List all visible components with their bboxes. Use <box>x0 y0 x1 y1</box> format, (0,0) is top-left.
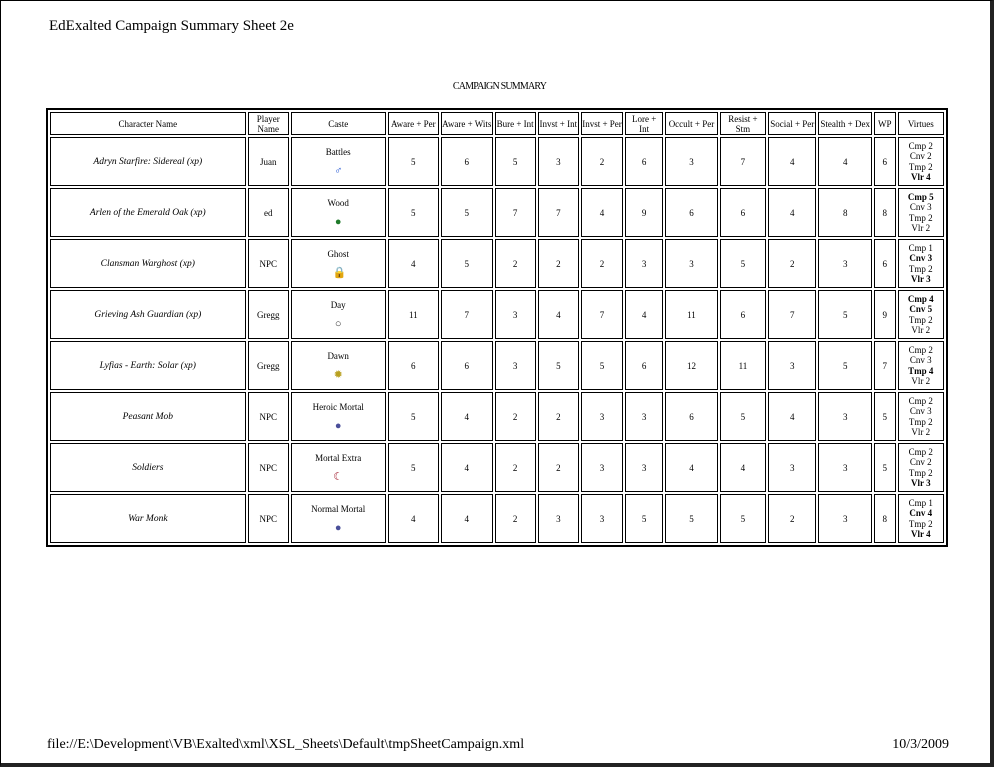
stat-value: 5 <box>538 341 579 390</box>
stat-value: 3 <box>768 341 816 390</box>
character-name: Soldiers <box>50 443 246 492</box>
stat-value: 5 <box>388 188 439 237</box>
stat-value: 6 <box>441 137 492 186</box>
virtue-value: Cmp 2 <box>908 446 933 457</box>
stat-value: 3 <box>538 494 579 543</box>
stat-value: 3 <box>818 392 872 441</box>
stat-value: 4 <box>581 188 623 237</box>
stat-value: 4 <box>720 443 766 492</box>
stat-value: 4 <box>441 443 492 492</box>
virtue-value: Vlr 3 <box>911 274 931 284</box>
virtue-value: Tmp 4 <box>908 365 934 376</box>
blue-orb-icon: ● <box>334 419 342 432</box>
virtue-value: Cnv 3 <box>909 406 932 416</box>
willpower-value: 8 <box>874 188 896 237</box>
sun-icon: ✹ <box>333 368 343 381</box>
virtues-cell <box>898 290 944 339</box>
crescent-moon-icon: ☾ <box>333 470 344 483</box>
stat-value: 3 <box>581 443 623 492</box>
stat-value: 5 <box>388 137 439 186</box>
stat-value: 3 <box>495 290 536 339</box>
stat-value: 6 <box>625 137 663 186</box>
virtue-value: Cnv 3 <box>909 202 932 212</box>
stat-value: 5 <box>720 239 766 288</box>
caste-cell <box>291 137 386 186</box>
virtue-value: Cmp 2 <box>908 140 933 151</box>
header-row <box>50 112 944 135</box>
caste-label: Normal Mortal <box>311 503 366 514</box>
column-header: Aware + Wits <box>441 112 492 135</box>
player-name: Gregg <box>248 341 289 390</box>
stat-value: 6 <box>441 341 492 390</box>
stat-value: 7 <box>720 137 766 186</box>
column-header: Character Name <box>50 112 246 135</box>
virtue-value: Vlr 2 <box>911 427 931 437</box>
virtue-value: Cnv 4 <box>909 508 933 518</box>
caste-cell <box>291 494 386 543</box>
campaign-summary-table <box>46 108 948 547</box>
willpower-value: 9 <box>874 290 896 339</box>
virtues-cell <box>898 392 944 441</box>
stat-value: 2 <box>495 494 536 543</box>
willpower-value: 5 <box>874 443 896 492</box>
footer-date: 10/3/2009 <box>892 737 949 752</box>
character-name: War Monk <box>50 494 246 543</box>
virtues-cell <box>898 239 944 288</box>
virtue-value: Cmp 4 <box>907 293 934 304</box>
stat-value: 4 <box>818 137 872 186</box>
stat-value: 2 <box>581 137 623 186</box>
caste-label: Mortal Extra <box>315 452 362 463</box>
stat-value: 6 <box>625 341 663 390</box>
stat-value: 2 <box>538 392 579 441</box>
virtue-value: Tmp 2 <box>908 518 933 529</box>
stat-value: 4 <box>388 239 439 288</box>
stat-value: 5 <box>388 443 439 492</box>
caste-cell <box>291 188 386 237</box>
stat-value: 2 <box>538 239 579 288</box>
column-header: Invst + Per <box>581 112 623 135</box>
virtue-value: Cmp 1 <box>908 497 933 508</box>
column-header: Invst + Int <box>538 112 579 135</box>
character-name: Peasant Mob <box>50 392 246 441</box>
virtue-value: Vlr 2 <box>911 376 931 386</box>
virtue-value: Cmp 1 <box>908 242 933 253</box>
stat-value: 3 <box>625 392 663 441</box>
stat-value: 5 <box>441 239 492 288</box>
stat-value: 4 <box>768 188 816 237</box>
stat-value: 3 <box>818 443 872 492</box>
stat-value: 2 <box>768 239 816 288</box>
virtues-cell <box>898 188 944 237</box>
table-row <box>50 290 944 339</box>
stat-value: 3 <box>625 443 663 492</box>
virtue-value: Vlr 4 <box>911 172 931 182</box>
virtue-value: Tmp 2 <box>908 263 933 274</box>
stat-value: 7 <box>495 188 536 237</box>
stat-value: 2 <box>581 239 623 288</box>
stat-value: 12 <box>665 341 718 390</box>
character-name: Clansman Warghost (xp) <box>50 239 246 288</box>
stat-value: 6 <box>665 188 718 237</box>
caste-cell <box>291 341 386 390</box>
caste-cell <box>291 443 386 492</box>
virtue-value: Cmp 2 <box>908 344 933 355</box>
stat-value: 3 <box>495 341 536 390</box>
mars-symbol-icon: ♂ <box>334 164 343 177</box>
column-header: Occult + Per <box>665 112 718 135</box>
virtue-value: Cmp 5 <box>907 191 934 202</box>
virtue-value: Cnv 5 <box>909 304 933 314</box>
green-orb-icon: ● <box>334 215 342 228</box>
stat-value: 2 <box>495 239 536 288</box>
lock-icon: 🔒 <box>332 266 347 279</box>
virtues-cell <box>898 341 944 390</box>
virtues-cell <box>898 443 944 492</box>
footer-file-path: file://E:\Development\VB\Exalted\xml\XSL_Sheets\Default\tmpSheetCampaign.xml <box>47 737 525 752</box>
column-header: WP <box>874 112 896 135</box>
caste-label: Dawn <box>327 350 349 361</box>
table-row <box>50 137 944 186</box>
virtues-cell <box>898 494 944 543</box>
table-row <box>50 341 944 390</box>
willpower-value: 7 <box>874 341 896 390</box>
willpower-value: 5 <box>874 392 896 441</box>
player-name: NPC <box>248 494 289 543</box>
stat-value: 11 <box>665 290 718 339</box>
stat-value: 2 <box>495 392 536 441</box>
stat-value: 5 <box>665 494 718 543</box>
table-row <box>50 443 944 492</box>
column-header: Aware + Per <box>388 112 439 135</box>
stat-value: 4 <box>538 290 579 339</box>
stat-value: 2 <box>538 443 579 492</box>
caste-cell <box>291 392 386 441</box>
stat-value: 6 <box>720 188 766 237</box>
stat-value: 5 <box>441 188 492 237</box>
virtue-value: Cmp 2 <box>908 395 933 406</box>
blue-orb-icon: ● <box>334 521 342 534</box>
column-header: Virtues <box>898 112 944 135</box>
stat-value: 7 <box>581 290 623 339</box>
player-name: Gregg <box>248 290 289 339</box>
stat-value: 4 <box>388 494 439 543</box>
virtue-value: Cnv 3 <box>909 253 933 263</box>
virtues-cell <box>898 137 944 186</box>
character-name: Adryn Starfire: Sidereal (xp) <box>50 137 246 186</box>
player-name: ed <box>248 188 289 237</box>
stat-value: 4 <box>441 392 492 441</box>
player-name: NPC <box>248 239 289 288</box>
stat-value: 4 <box>441 494 492 543</box>
stat-value: 5 <box>720 392 766 441</box>
caste-label: Wood <box>327 197 349 208</box>
willpower-value: 6 <box>874 239 896 288</box>
stat-value: 4 <box>665 443 718 492</box>
column-header: Caste <box>291 112 386 135</box>
stat-value: 7 <box>441 290 492 339</box>
column-header: Bure + Int <box>495 112 536 135</box>
caste-label: Ghost <box>327 248 349 259</box>
document-title: EdExalted Campaign Summary Sheet 2e <box>49 18 294 34</box>
virtue-value: Cnv 2 <box>909 151 932 161</box>
stat-value: 9 <box>625 188 663 237</box>
stat-value: 3 <box>581 494 623 543</box>
virtue-value: Tmp 2 <box>908 212 933 223</box>
column-header: Resist + Stm <box>720 112 766 135</box>
stat-value: 11 <box>720 341 766 390</box>
character-name: Arlen of the Emerald Oak (xp) <box>50 188 246 237</box>
stat-value: 7 <box>538 188 579 237</box>
virtue-value: Tmp 2 <box>908 416 933 427</box>
virtue-value: Tmp 2 <box>908 467 933 478</box>
stat-value: 4 <box>768 392 816 441</box>
circle-icon: ○ <box>334 317 342 330</box>
table-row <box>50 188 944 237</box>
stat-value: 3 <box>665 239 718 288</box>
stat-value: 6 <box>665 392 718 441</box>
stat-value: 5 <box>818 290 872 339</box>
virtue-value: Cnv 3 <box>909 355 932 365</box>
stat-value: 3 <box>818 494 872 543</box>
stat-value: 3 <box>538 137 579 186</box>
caste-cell <box>291 239 386 288</box>
stat-value: 2 <box>495 443 536 492</box>
stat-value: 5 <box>818 341 872 390</box>
stat-value: 3 <box>665 137 718 186</box>
stat-value: 2 <box>768 494 816 543</box>
player-name: Juan <box>248 137 289 186</box>
stat-value: 11 <box>388 290 439 339</box>
table-row <box>50 494 944 543</box>
column-header: Social + Per <box>768 112 816 135</box>
virtue-value: Vlr 3 <box>911 478 931 488</box>
willpower-value: 8 <box>874 494 896 543</box>
column-header: Player Name <box>248 112 289 135</box>
virtue-value: Vlr 2 <box>911 223 931 233</box>
stat-value: 3 <box>625 239 663 288</box>
stat-value: 4 <box>768 137 816 186</box>
virtue-value: Vlr 2 <box>911 325 931 335</box>
stat-value: 4 <box>625 290 663 339</box>
virtue-value: Tmp 2 <box>908 161 933 172</box>
willpower-value: 6 <box>874 137 896 186</box>
player-name: NPC <box>248 392 289 441</box>
caste-label: Heroic Mortal <box>312 401 364 412</box>
caste-label: Day <box>330 299 346 310</box>
stat-value: 3 <box>818 239 872 288</box>
character-name: Lyfias - Earth: Solar (xp) <box>50 341 246 390</box>
caste-cell <box>291 290 386 339</box>
character-name: Grieving Ash Guardian (xp) <box>50 290 246 339</box>
table-row <box>50 392 944 441</box>
stat-value: 5 <box>388 392 439 441</box>
stat-value: 7 <box>768 290 816 339</box>
caste-label: Battles <box>325 146 351 157</box>
stat-value: 5 <box>581 341 623 390</box>
virtue-value: Tmp 2 <box>908 314 933 325</box>
stat-value: 3 <box>581 392 623 441</box>
table-row <box>50 239 944 288</box>
stat-value: 6 <box>388 341 439 390</box>
column-header: Stealth + Dex <box>818 112 872 135</box>
stat-value: 3 <box>768 443 816 492</box>
player-name: NPC <box>248 443 289 492</box>
stat-value: 8 <box>818 188 872 237</box>
virtue-value: Cnv 2 <box>909 457 932 467</box>
stat-value: 5 <box>495 137 536 186</box>
stat-value: 5 <box>720 494 766 543</box>
stat-value: 5 <box>625 494 663 543</box>
stat-value: 6 <box>720 290 766 339</box>
column-header: Lore + Int <box>625 112 663 135</box>
virtue-value: Vlr 4 <box>911 529 931 539</box>
section-title: CAMPAIGN SUMMARY <box>452 81 547 92</box>
